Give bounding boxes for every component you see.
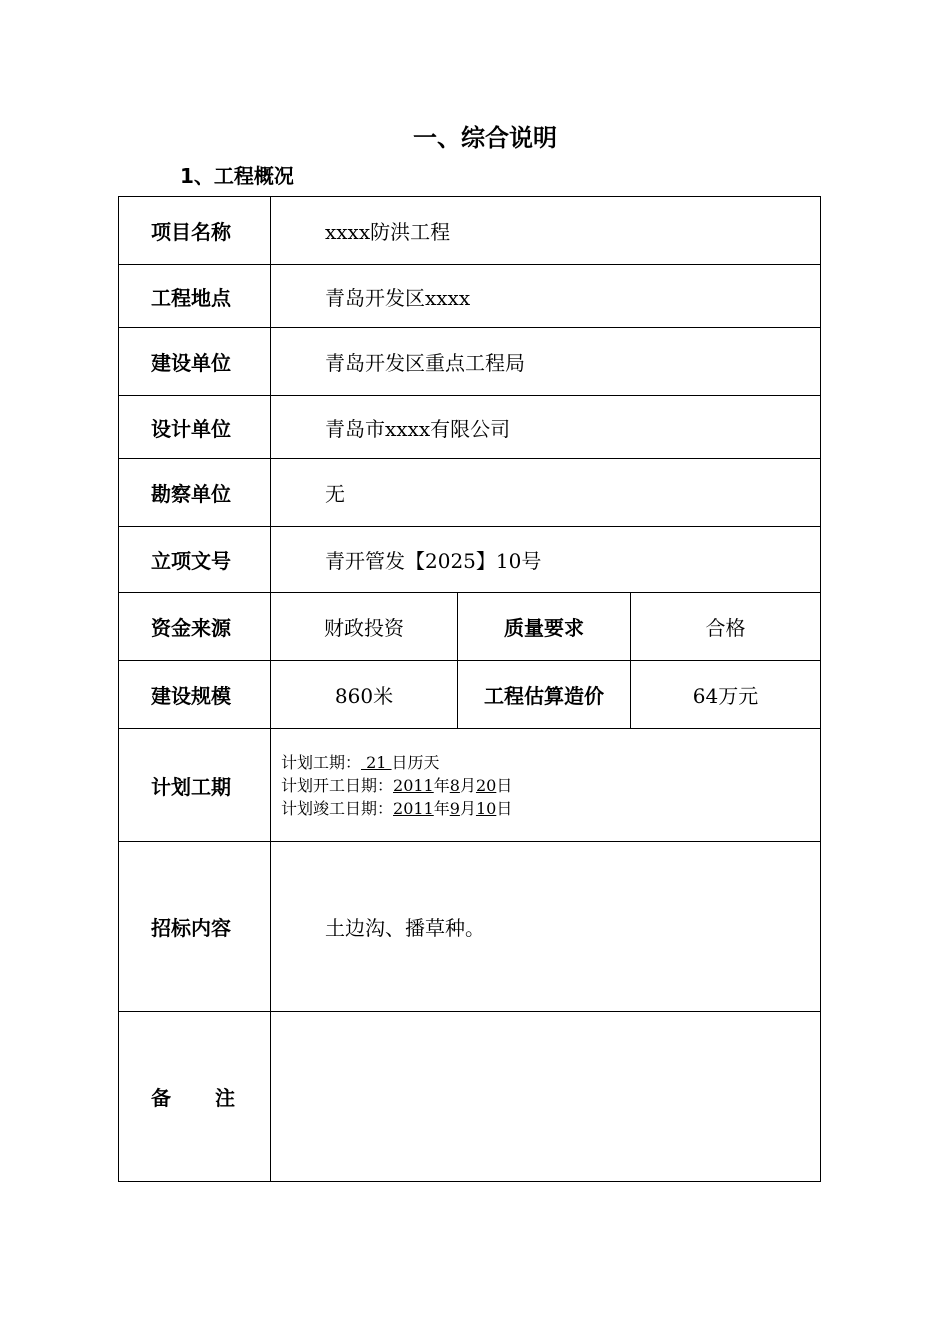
end-prefix: 计划竣工日期： [281,798,394,818]
label-scope: 招标内容 [119,842,271,1012]
value-scale: 860米 [271,661,458,729]
label-project-name: 项目名称 [119,197,271,265]
label-surveyor: 勘察单位 [119,459,271,527]
table-row-remarks [119,1012,821,1182]
table-row-surveyor [119,459,821,527]
section-heading: 1、工程概况 [180,164,294,188]
day-char: 日 [496,798,513,818]
table-row-scope [119,842,821,1012]
month-char: 月 [459,775,476,795]
end-month: 9 [449,798,460,818]
duration-prefix: 计划工期： [281,752,362,772]
schedule-end-date [281,797,820,820]
table-row-funding [119,593,821,661]
schedule-start-date [281,774,820,797]
table-row-scale [119,661,821,729]
schedule-duration [281,751,820,774]
duration-suffix: 日历天 [391,752,440,772]
day-char: 日 [496,775,513,795]
label-scale: 建设规模 [119,661,271,729]
table-row-location [119,265,821,328]
month-char: 月 [459,798,476,818]
end-year: 2011 [393,798,434,818]
table-row-approval-no [119,527,821,593]
label-builder: 建设单位 [119,328,271,396]
start-prefix: 计划开工日期： [281,775,394,795]
label-remarks [119,1012,271,1182]
table-row-designer [119,396,821,459]
end-day: 10 [475,798,497,818]
label-designer: 设计单位 [119,396,271,459]
year-char: 年 [433,775,450,795]
remarks-label-char-b: 注 [215,1086,235,1110]
value-location: 青岛开发区xxxx [271,265,821,328]
table-row-builder [119,328,821,396]
year-char: 年 [433,798,450,818]
value-builder: 青岛开发区重点工程局 [271,328,821,396]
value-remarks [271,1012,821,1182]
document-title: 一、综合说明 [413,124,557,152]
label-quality: 质量要求 [458,593,631,661]
value-funding: 财政投资 [271,593,458,661]
value-approval-no: 青开管发【2025】10号 [271,527,821,593]
duration-value: 21 [361,752,392,772]
value-estimated-cost: 64万元 [631,661,821,729]
project-overview-table [118,196,821,1182]
start-day: 20 [475,775,497,795]
value-surveyor: 无 [271,459,821,527]
label-location: 工程地点 [119,265,271,328]
value-scope: 土边沟、播草种。 [271,842,821,1012]
start-year: 2011 [393,775,434,795]
value-schedule [271,729,821,842]
value-quality: 合格 [631,593,821,661]
label-schedule: 计划工期 [119,729,271,842]
table-row-project-name [119,197,821,265]
label-funding: 资金来源 [119,593,271,661]
label-approval-no: 立项文号 [119,527,271,593]
value-project-name: xxxx防洪工程 [271,197,821,265]
label-estimated-cost: 工程估算造价 [458,661,631,729]
value-designer: 青岛市xxxx有限公司 [271,396,821,459]
table-row-schedule [119,729,821,842]
remarks-label-char-a: 备 [151,1086,171,1110]
start-month: 8 [449,775,460,795]
